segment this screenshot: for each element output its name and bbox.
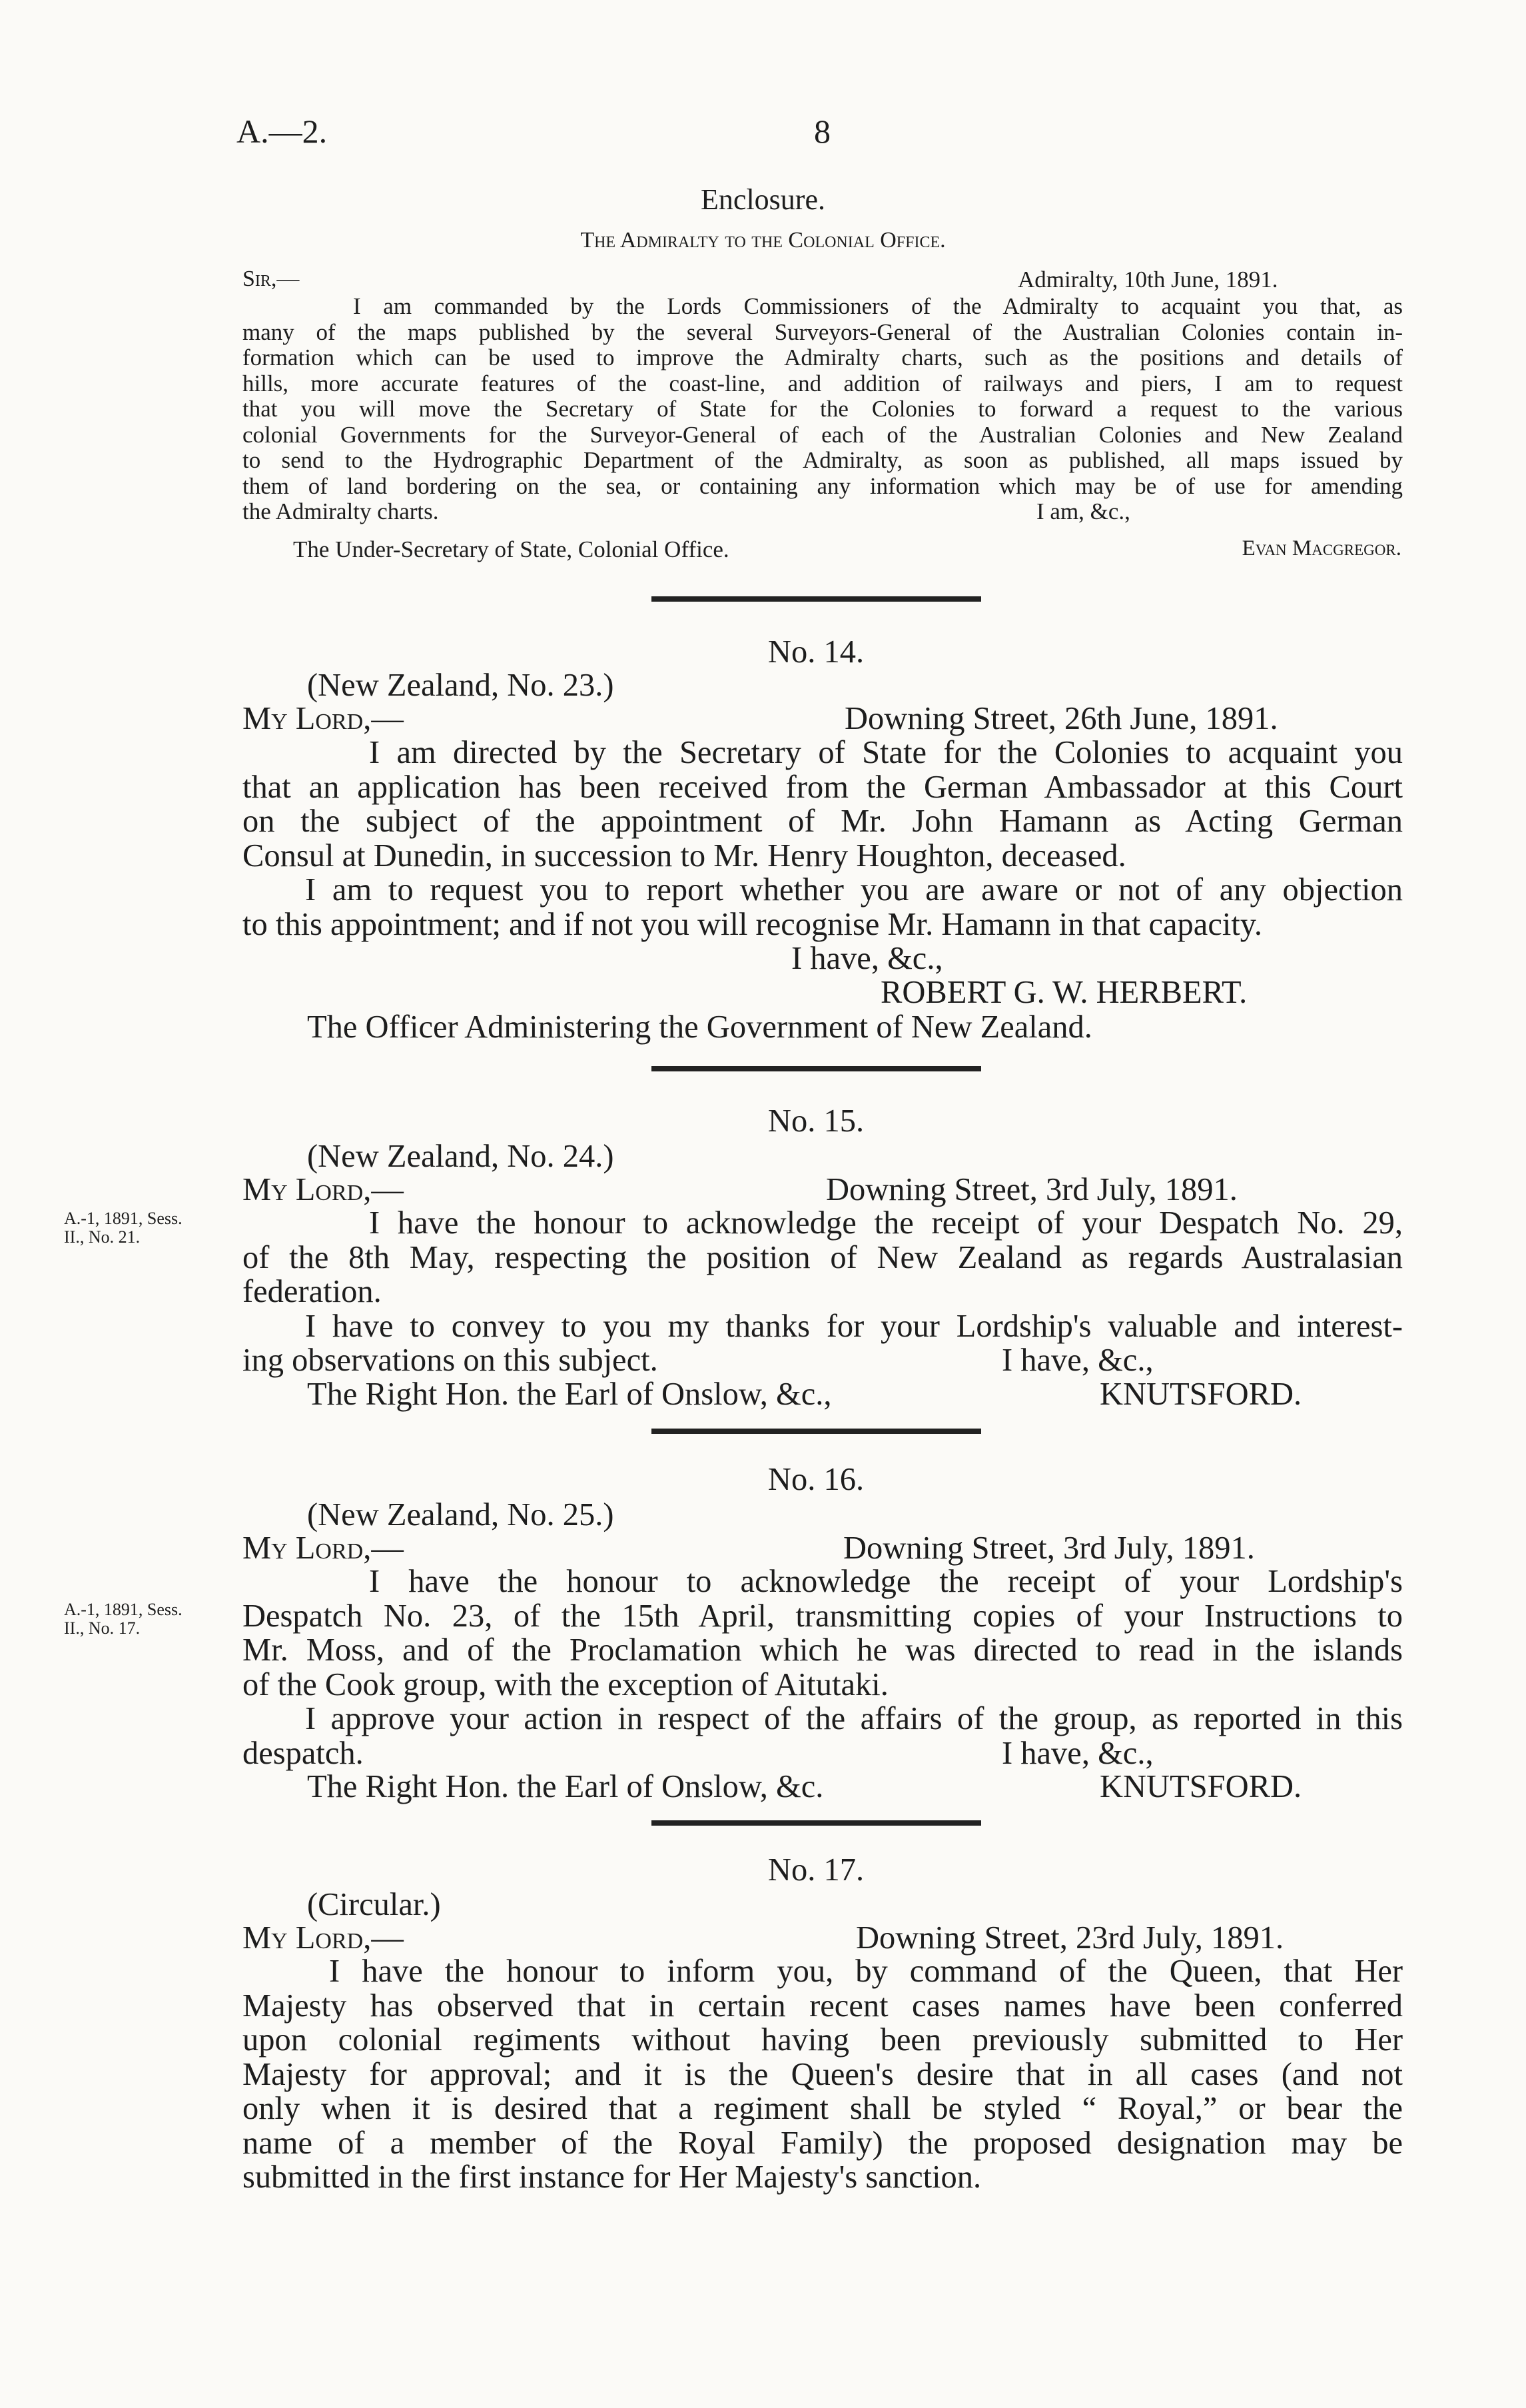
margin-note-line: A.-1, 1891, Sess. [64, 1209, 183, 1228]
addressee: The Right Hon. the Earl of Onslow, &c., [307, 1377, 832, 1412]
text-line: on the subject of the appointment of Mr. John Hamann as Acting German [242, 804, 1403, 839]
place-date: Downing Street, 3rd July, 1891. [826, 1172, 1238, 1207]
section-divider [651, 1429, 981, 1434]
text-line: ing observations on this subject. [242, 1343, 658, 1378]
document-reference: A.—2. [236, 113, 328, 150]
enclosure-subheading: The Admiralty to the Colonial Office. [580, 228, 946, 253]
text-line: Majesty for approval; and it is the Queen's desire that in all cases (and not [242, 2056, 1403, 2092]
salutation: My Lord,— [242, 1530, 404, 1566]
margin-note [64, 1600, 237, 1638]
despatch-reference: (New Zealand, No. 24.) [307, 1139, 614, 1174]
closing: I have, &c., [1002, 1343, 1154, 1378]
text-line: I have the honour to inform you, by command of the Queen, that Her [329, 1954, 1403, 1989]
text-line: I have the honour to acknowledge the receipt of your Lordship's [369, 1564, 1403, 1599]
section-divider [651, 596, 981, 602]
section-number: No. 16. [767, 1462, 865, 1497]
text-line: of the 8th May, respecting the position of New Zealand as regards Australasian [242, 1239, 1403, 1275]
text-line: that an application has been received from the German Ambassador at this Court [242, 769, 1403, 805]
text-line: I have to convey to you my thanks for your Lordship's valuable and interest- [305, 1308, 1403, 1344]
text-line: hills, more accurate features of the coast-line, and addition of railways and piers, I am to request [242, 370, 1403, 396]
text-line: Despatch No. 23, of the 15th April, transmitting copies of your Instructions to [242, 1598, 1403, 1634]
text-line: that you will move the Secretary of State for the Colonies to forward a request to the various [242, 396, 1403, 422]
section-number: No. 17. [767, 1852, 865, 1888]
place-date: Downing Street, 3rd July, 1891. [843, 1530, 1255, 1566]
section-number: No. 14. [767, 634, 865, 670]
text-line: I approve your action in respect of the affairs of the group, as reported in this [305, 1701, 1403, 1736]
text-line: I am directed by the Secretary of State for the Colonies to acquaint you [369, 735, 1403, 770]
letter-body [242, 1206, 1403, 1378]
signature: KNUTSFORD. [1100, 1769, 1302, 1804]
text-line: submitted in the first instance for Her Majesty's sanction. [242, 2159, 982, 2195]
page-number: 8 [814, 113, 831, 150]
text-line: I am commanded by the Lords Commissioners of the Admiralty to acquaint you that, as [353, 293, 1403, 319]
closing: I have, &c., [791, 941, 943, 976]
despatch-reference: (Circular.) [307, 1887, 441, 1922]
addressee: The Right Hon. the Earl of Onslow, &c. [307, 1769, 824, 1804]
text-line: colonial Governments for the Surveyor-General of each of the Australian Colonies and New Zealand [242, 421, 1403, 448]
despatch-reference: (New Zealand, No. 25.) [307, 1497, 614, 1532]
text-line: only when it is desired that a regiment shall be styled “ Royal,” or bear the [242, 2091, 1403, 2126]
enclosure-place-date: Admiralty, 10th June, 1891. [1018, 267, 1278, 293]
enclosure-signature: Evan Macgregor. [1242, 536, 1401, 560]
text-line: I am to request you to report whether you are aware or not of any objection [305, 872, 1403, 907]
text-line: despatch. [242, 1735, 364, 1771]
enclosure-salutation: Sir,— [242, 267, 300, 291]
text-line: many of the maps published by the several Surveyors-General of the Australian Colonies contain in- [242, 318, 1403, 345]
text-line: I have the honour to acknowledge the receipt of your Despatch No. 29, [369, 1205, 1403, 1241]
section-number: No. 15. [767, 1103, 865, 1139]
enclosure-addressee: The Under-Secretary of State, Colonial Office. [293, 536, 729, 562]
letter-body [242, 1954, 1403, 2195]
letter-body [242, 736, 1403, 941]
text-line: Mr. Moss, and of the Proclamation which he was directed to read in the islands [242, 1632, 1403, 1668]
text-line: the Admiralty charts. [242, 498, 439, 524]
margin-note [64, 1209, 237, 1247]
salutation: My Lord,— [242, 1920, 404, 1956]
addressee: The Officer Administering the Government of New Zealand. [307, 1009, 1092, 1045]
closing: I have, &c., [1002, 1735, 1154, 1771]
section-divider [651, 1820, 981, 1826]
section-divider [651, 1066, 981, 1071]
text-line: federation. [242, 1274, 382, 1309]
signature: KNUTSFORD. [1100, 1377, 1302, 1412]
despatch-reference: (New Zealand, No. 23.) [307, 668, 614, 703]
text-line: Consul at Dunedin, in succession to Mr. Henry Houghton, deceased. [242, 838, 1126, 874]
margin-note-line: II., No. 17. [64, 1618, 141, 1638]
text-line: upon colonial regiments without having been previously submitted to Her [242, 2022, 1403, 2058]
text-line: to this appointment; and if not you will recognise Mr. Hamann in that capacity. [242, 906, 1263, 942]
enclosure-closing: I am, &c., [1036, 498, 1130, 524]
text-line: of the Cook group, with the exception of Aitutaki. [242, 1666, 889, 1702]
text-line: formation which can be used to improve the Admiralty charts, such as the positions and details of [242, 344, 1403, 370]
margin-note-line: II., No. 21. [64, 1227, 141, 1247]
salutation: My Lord,— [242, 1172, 404, 1207]
signature: ROBERT G. W. HERBERT. [881, 975, 1248, 1010]
text-line: to send to the Hydrographic Department of the Admiralty, as soon as published, all maps issued by [242, 447, 1403, 473]
margin-note-line: A.-1, 1891, Sess. [64, 1600, 183, 1619]
text-line: them of land bordering on the sea, or containing any information which may be of use for amending [242, 472, 1403, 499]
place-date: Downing Street, 26th June, 1891. [845, 701, 1278, 736]
letter-body [242, 1564, 1403, 1770]
place-date: Downing Street, 23rd July, 1891. [856, 1920, 1284, 1956]
enclosure-heading: Enclosure. [701, 183, 825, 216]
text-line: Majesty has observed that in certain recent cases names have been conferred [242, 1988, 1403, 2024]
text-line: name of a member of the Royal Family) the proposed designation may be [242, 2125, 1403, 2161]
enclosure-body [242, 294, 1403, 525]
salutation: My Lord,— [242, 701, 404, 736]
